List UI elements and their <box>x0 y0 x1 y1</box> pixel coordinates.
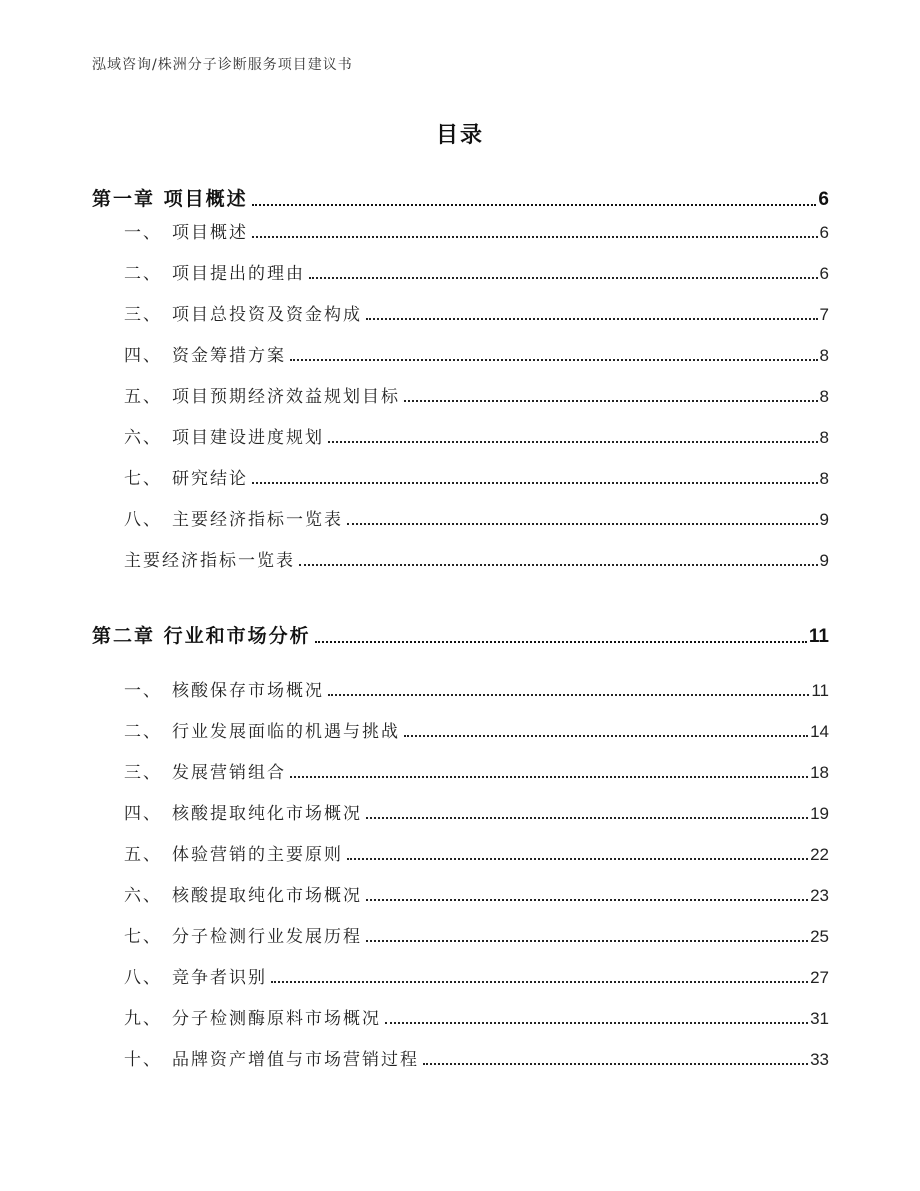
toc-entry[interactable] <box>124 799 829 824</box>
entry-title: 发展营销组合 <box>172 763 286 783</box>
entry-title: 项目预期经济效益规划目标 <box>172 387 400 407</box>
dot-leader <box>309 277 818 279</box>
page-number: 8 <box>819 387 829 406</box>
toc-entry[interactable] <box>124 922 829 947</box>
entry-number: 二、 <box>124 264 162 284</box>
dot-leader <box>347 523 818 525</box>
toc-entry[interactable] <box>124 717 829 742</box>
entry-title: 主要经济指标一览表 <box>124 551 295 571</box>
page-number: 14 <box>810 722 829 741</box>
toc-entry[interactable] <box>124 423 829 448</box>
toc-entry[interactable] <box>124 758 829 783</box>
page-number: 33 <box>810 1050 829 1069</box>
toc-chapter-2[interactable] <box>92 621 829 648</box>
entry-number: 三、 <box>124 305 162 325</box>
toc-entry[interactable] <box>124 1004 829 1029</box>
toc-entry[interactable] <box>124 505 829 530</box>
dot-leader <box>252 482 818 484</box>
entry-title: 分子检测酶原料市场概况 <box>172 1009 381 1029</box>
dot-leader <box>290 359 818 361</box>
entry-title: 项目建设进度规划 <box>172 428 324 448</box>
entry-number: 四、 <box>124 346 162 366</box>
page-number: 23 <box>810 886 829 905</box>
running-header: 泓域咨询/株洲分子诊断服务项目建议书 <box>92 57 353 73</box>
page-number: 8 <box>819 346 829 365</box>
page-number: 8 <box>819 469 829 488</box>
page-number: 25 <box>810 927 829 946</box>
entry-title: 竞争者识别 <box>172 968 267 988</box>
dot-leader <box>366 817 808 819</box>
page-number: 18 <box>810 763 829 782</box>
entry-title: 行业发展面临的机遇与挑战 <box>172 722 400 742</box>
page-number: 7 <box>819 305 829 324</box>
toc-title: 目录 <box>435 123 484 148</box>
entry-title: 主要经济指标一览表 <box>172 510 343 530</box>
page-number: 11 <box>811 681 829 700</box>
dot-leader <box>385 1022 808 1024</box>
dot-leader <box>299 564 818 566</box>
toc-entry[interactable] <box>124 341 829 366</box>
dot-leader <box>366 899 808 901</box>
toc-entry[interactable] <box>124 963 829 988</box>
toc-entry[interactable] <box>124 218 829 243</box>
dot-leader <box>347 858 808 860</box>
dot-leader <box>366 318 818 320</box>
page-number: 11 <box>808 626 829 647</box>
toc-entry[interactable] <box>124 382 829 407</box>
toc-chapter-1[interactable] <box>92 184 829 211</box>
dot-leader <box>328 441 818 443</box>
entry-title: 资金筹措方案 <box>172 346 286 366</box>
entry-title: 品牌资产增值与市场营销过程 <box>172 1050 419 1070</box>
entry-number: 七、 <box>124 469 162 489</box>
toc-entry-table[interactable] <box>124 546 829 571</box>
page-number: 6 <box>818 189 829 210</box>
entry-number: 七、 <box>124 927 162 947</box>
toc-entry[interactable] <box>124 676 829 701</box>
entry-number: 十、 <box>124 1050 162 1070</box>
dot-leader <box>252 204 817 206</box>
entry-number: 八、 <box>124 968 162 988</box>
page-number: 9 <box>819 510 829 529</box>
dot-leader <box>290 776 808 778</box>
dot-leader <box>315 641 807 643</box>
toc-entry[interactable] <box>124 1045 829 1070</box>
entry-number: 一、 <box>124 681 162 701</box>
entry-title: 项目提出的理由 <box>172 264 305 284</box>
dot-leader <box>328 694 809 696</box>
entry-title: 核酸保存市场概况 <box>172 681 324 701</box>
entry-title: 核酸提取纯化市场概况 <box>172 804 362 824</box>
toc-entry[interactable] <box>124 464 829 489</box>
dot-leader <box>271 981 808 983</box>
entry-number: 四、 <box>124 804 162 824</box>
entry-number: 一、 <box>124 223 162 243</box>
entry-title: 核酸提取纯化市场概况 <box>172 886 362 906</box>
entry-title: 研究结论 <box>172 469 248 489</box>
entry-title: 项目总投资及资金构成 <box>172 305 362 325</box>
entry-title: 分子检测行业发展历程 <box>172 927 362 947</box>
entry-title: 体验营销的主要原则 <box>172 845 343 865</box>
entry-number: 三、 <box>124 763 162 783</box>
entry-number: 九、 <box>124 1009 162 1029</box>
page-number: 8 <box>819 428 829 447</box>
page-number: 31 <box>810 1009 829 1028</box>
dot-leader <box>423 1063 808 1065</box>
page-number: 22 <box>810 845 829 864</box>
entry-number: 六、 <box>124 886 162 906</box>
page-number: 27 <box>810 968 829 987</box>
toc-entry[interactable] <box>124 840 829 865</box>
toc-entry[interactable] <box>124 881 829 906</box>
entry-number: 六、 <box>124 428 162 448</box>
page-number: 6 <box>819 223 829 242</box>
entry-number: 二、 <box>124 722 162 742</box>
page-number: 6 <box>819 264 829 283</box>
entry-number: 八、 <box>124 510 162 530</box>
entry-title: 项目概述 <box>172 223 248 243</box>
dot-leader <box>404 735 808 737</box>
toc-entry[interactable] <box>124 259 829 284</box>
entry-number: 五、 <box>124 845 162 865</box>
toc-entry[interactable] <box>124 300 829 325</box>
dot-leader <box>404 400 818 402</box>
chapter-title: 第二章 行业和市场分析 <box>92 625 311 647</box>
dot-leader <box>252 236 818 238</box>
page-number: 19 <box>810 804 829 823</box>
chapter-title: 第一章 项目概述 <box>92 188 248 210</box>
dot-leader <box>366 940 808 942</box>
entry-number: 五、 <box>124 387 162 407</box>
page-number: 9 <box>819 551 829 570</box>
